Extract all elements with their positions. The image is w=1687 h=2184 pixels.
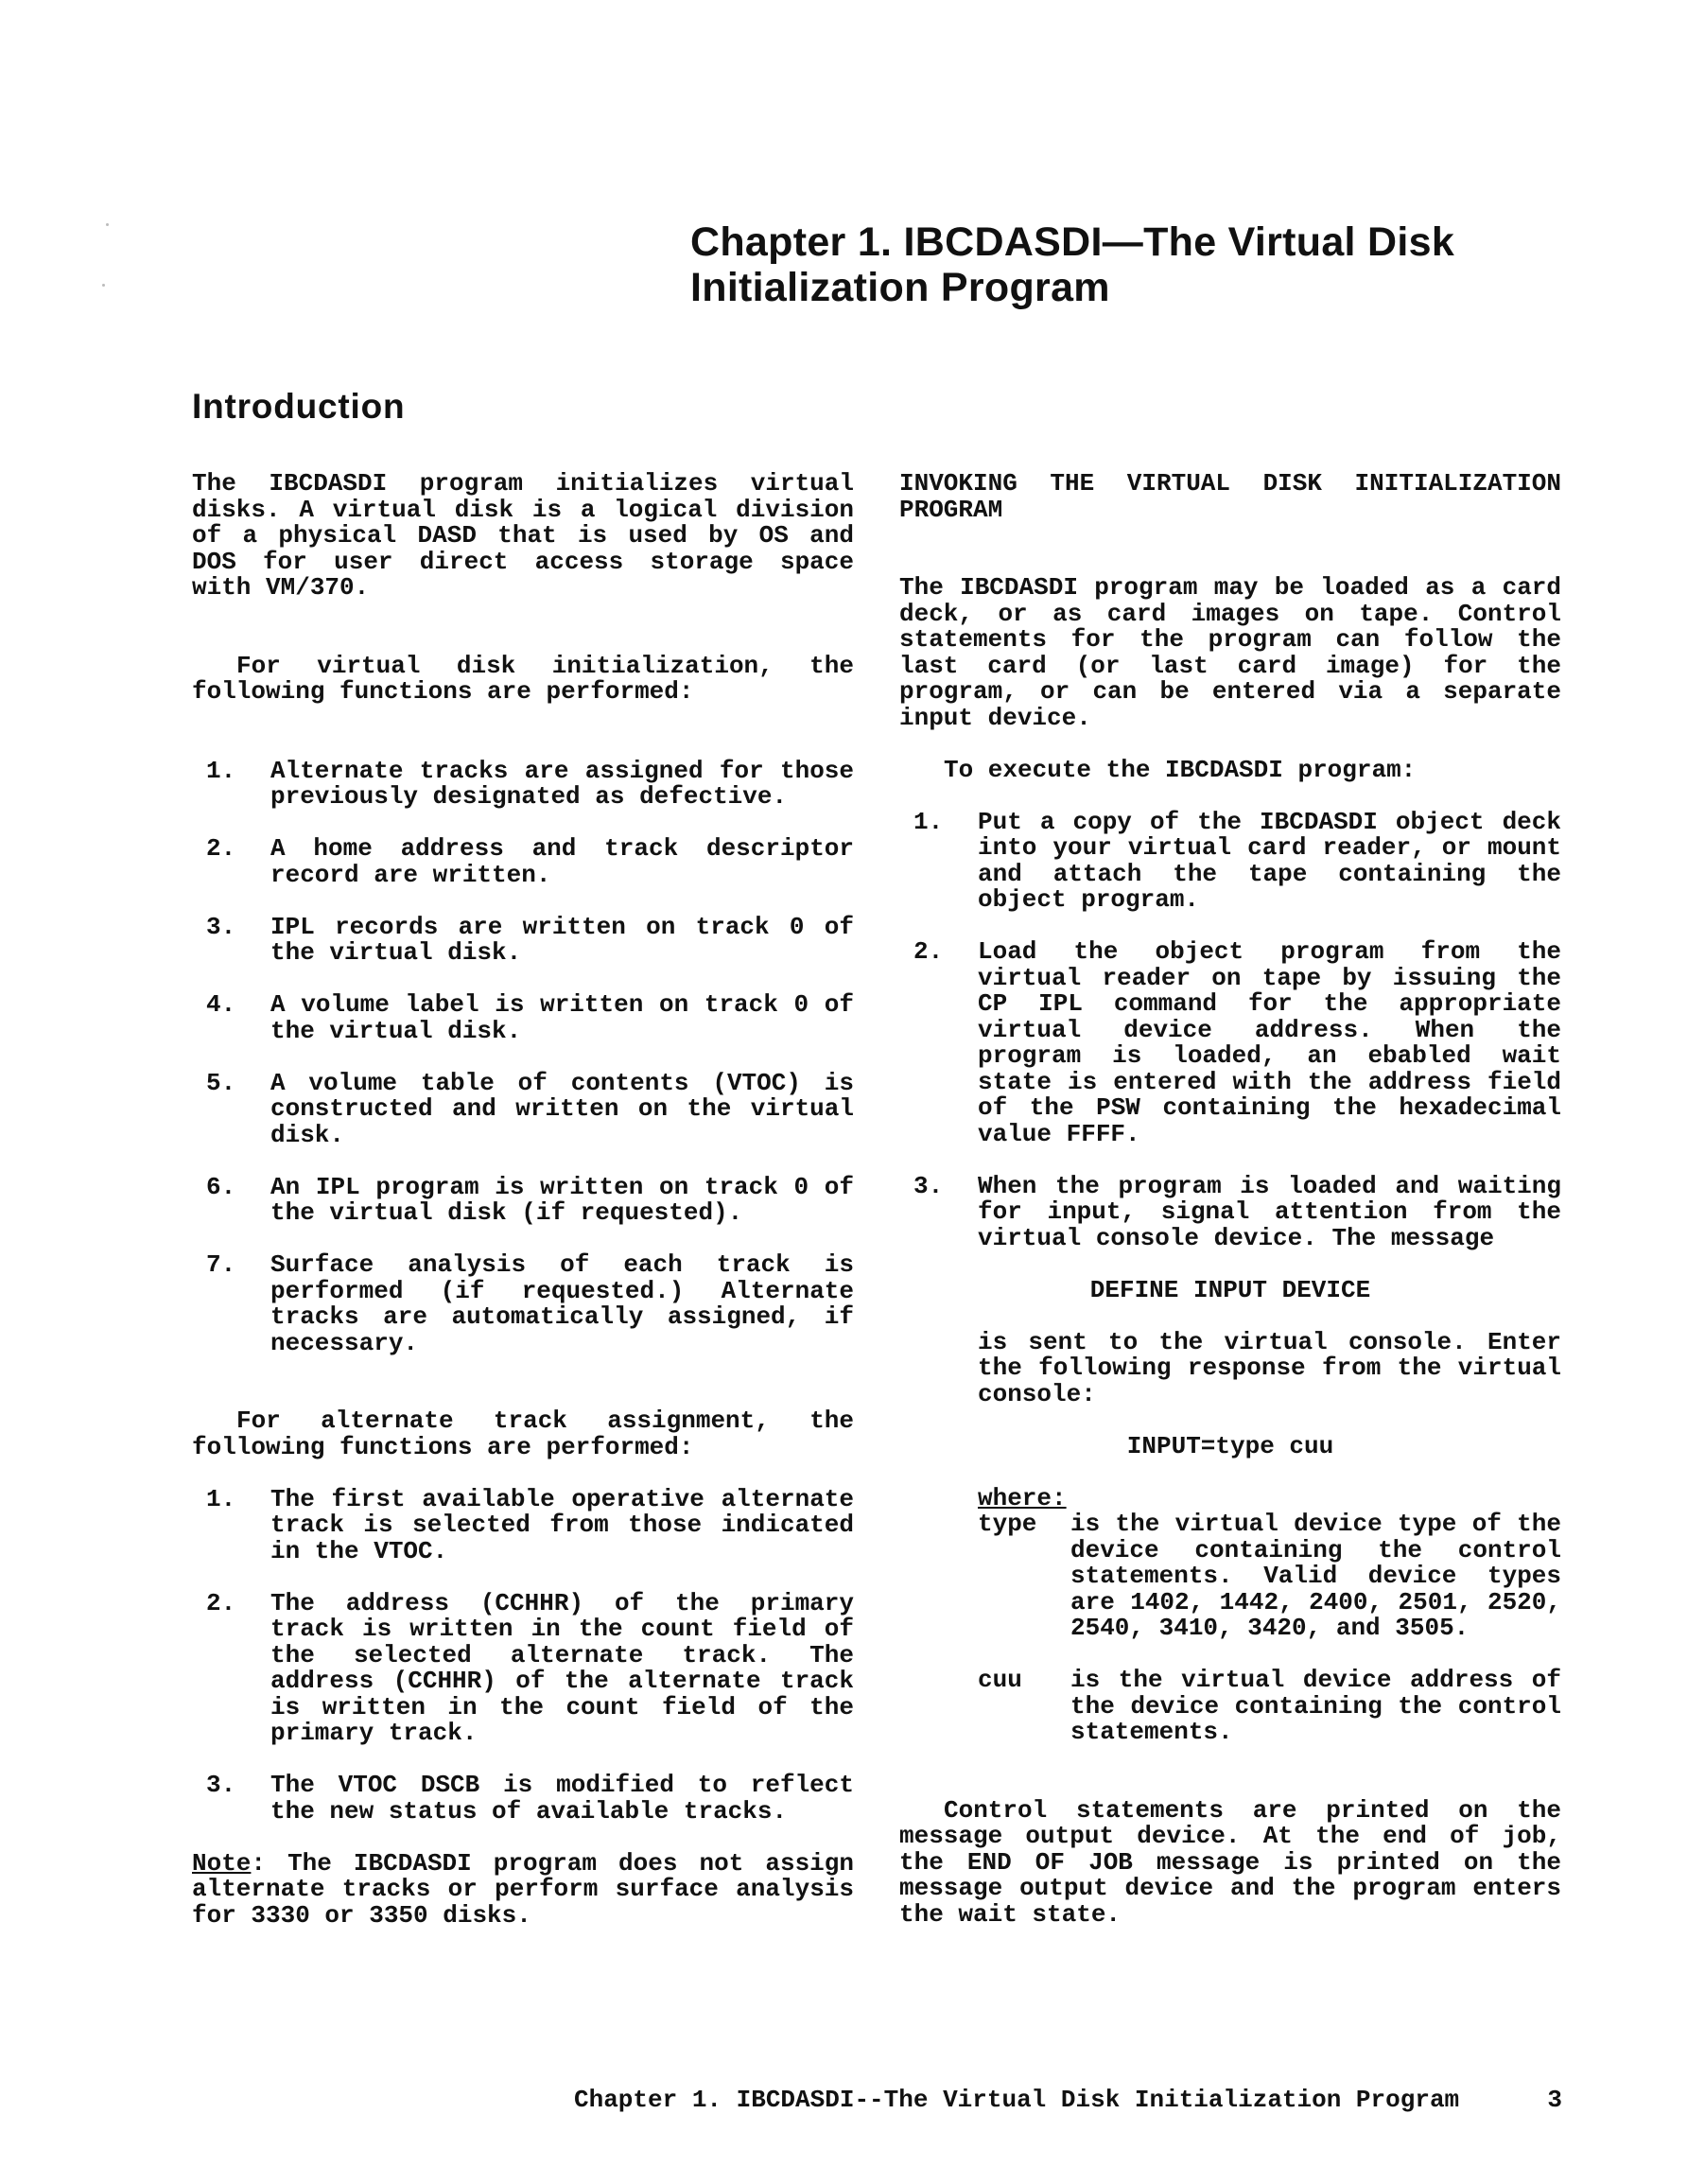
list-item: 4. A volume label is written on track 0 of the virtual disk. — [206, 990, 854, 1045]
list-item: 1. Put a copy of the IBCDASDI object deck into your virtual card reader, or mount and attach the tape containing the object program. — [913, 807, 1561, 914]
execute-intro: To execute the IBCDASDI program: — [944, 755, 1417, 784]
list-item: 7. Surface analysis of each track is performed (if requested.) Alternate tracks are automatically assigned, if necessary. — [206, 1250, 854, 1357]
definition-term: cuu — [978, 1666, 1022, 1694]
alternate-intro: For alternate track assignment, the following functions are performed: — [192, 1406, 854, 1461]
right-column — [899, 471, 1561, 1928]
section-title: Introduction — [192, 387, 406, 426]
definitions — [899, 1511, 1561, 1746]
list-item: 2. A home address and track descriptor record are written. — [206, 834, 854, 889]
where-label: where: — [978, 1483, 1067, 1512]
functions-list — [192, 756, 854, 1357]
note-label: Note — [192, 1848, 252, 1878]
list-item: 6. An IPL program is written on track 0 of the virtual disk (if requested). — [206, 1172, 854, 1227]
functions-intro: For virtual disk initialization, the following functions are performed: — [192, 651, 854, 706]
input-response: INPUT=type cuu — [1126, 1431, 1334, 1460]
intro-paragraph: The IBCDASDI program initializes virtual disks. A virtual disk is a logical division of a physical DASD that is used by OS and DOS for user direct access storage space with VM/370. — [192, 469, 854, 602]
chapter-title-line-2: Initialization Program — [690, 265, 1110, 310]
page-number: 3 — [1547, 2086, 1562, 2114]
scan-mark — [102, 284, 105, 287]
left-column — [192, 471, 854, 1929]
list-item: 3. IPL records are written on track 0 of the virtual disk. — [206, 912, 854, 967]
chapter-title-line-1: Chapter 1. IBCDASDI—The Virtual Disk — [690, 219, 1455, 265]
list-item: 3. The VTOC DSCB is modified to reflect the new status of available tracks. — [206, 1771, 854, 1826]
list-item: 2. Load the object program from the virtual reader on tape by issuing the CP IPL command for the appropriate virtual device address. When the program is loaded, an ebabled wait state is entered with the address field of the PSW containing the hexadecimal value FFFF. — [913, 937, 1561, 1148]
definition-text: is the virtual device address of the device containing the control statements. — [1070, 1666, 1561, 1746]
steps-list — [899, 807, 1561, 1252]
list-item: 2. The address (CCHHR) of the primary track is written in the count field of the selected alternate track. The address (CCHHR) of the alternate track is written in the count field of the primary track. — [206, 1588, 854, 1747]
closing-paragraph: Control statements are printed on the message output device. At the end of job, the END OF JOB message is printed on the message output device and the program enters the wait state. — [899, 1795, 1561, 1929]
define-input-message: DEFINE INPUT DEVICE — [1089, 1275, 1371, 1304]
definition-row — [964, 1642, 1561, 1746]
definitions-table — [964, 1511, 1561, 1746]
list-item: 1. Alternate tracks are assigned for those previously designated as defective. — [206, 756, 854, 811]
note-paragraph — [192, 1848, 854, 1930]
note-text: : The IBCDASDI program does not assign alternate tracks or perform surface analysis for 3330 or 3350 disks. — [192, 1848, 854, 1930]
scan-mark — [106, 223, 109, 226]
sent-text: is sent to the virtual console. Enter the following response from the virtual console: — [978, 1327, 1561, 1408]
footer-running-title: Chapter 1. IBCDASDI--The Virtual Disk Initialization Program — [574, 2086, 1460, 2114]
list-item: 5. A volume table of contents (VTOC) is constructed and written on the virtual disk. — [206, 1068, 854, 1149]
definition-term: type — [978, 1510, 1037, 1538]
chapter-title — [690, 219, 1636, 310]
definition-row — [964, 1511, 1561, 1642]
alternate-functions-list — [192, 1484, 854, 1826]
list-item: 3. When the program is loaded and waiting for input, signal attention from the virtual console device. The message — [913, 1171, 1561, 1252]
definition-text: is the virtual device type of the device containing the control statements. Valid device types are 1402, 1442, 2400, 2501, 2520, 2540, 3410, 3420, and 3505. — [1070, 1510, 1561, 1642]
list-item: 1. The first available operative alternate track is selected from those indicated in the VTOC. — [206, 1484, 854, 1565]
right-heading: INVOKING THE VIRTUAL DISK INITIALIZATION PROGRAM — [899, 469, 1561, 524]
load-paragraph: The IBCDASDI program may be loaded as a card deck, or as card images on tape. Control statements for the program can follow the last card (or last card image) for the program, or can be entered via a separate input device. — [899, 573, 1561, 732]
page-footer — [574, 2088, 1562, 2114]
